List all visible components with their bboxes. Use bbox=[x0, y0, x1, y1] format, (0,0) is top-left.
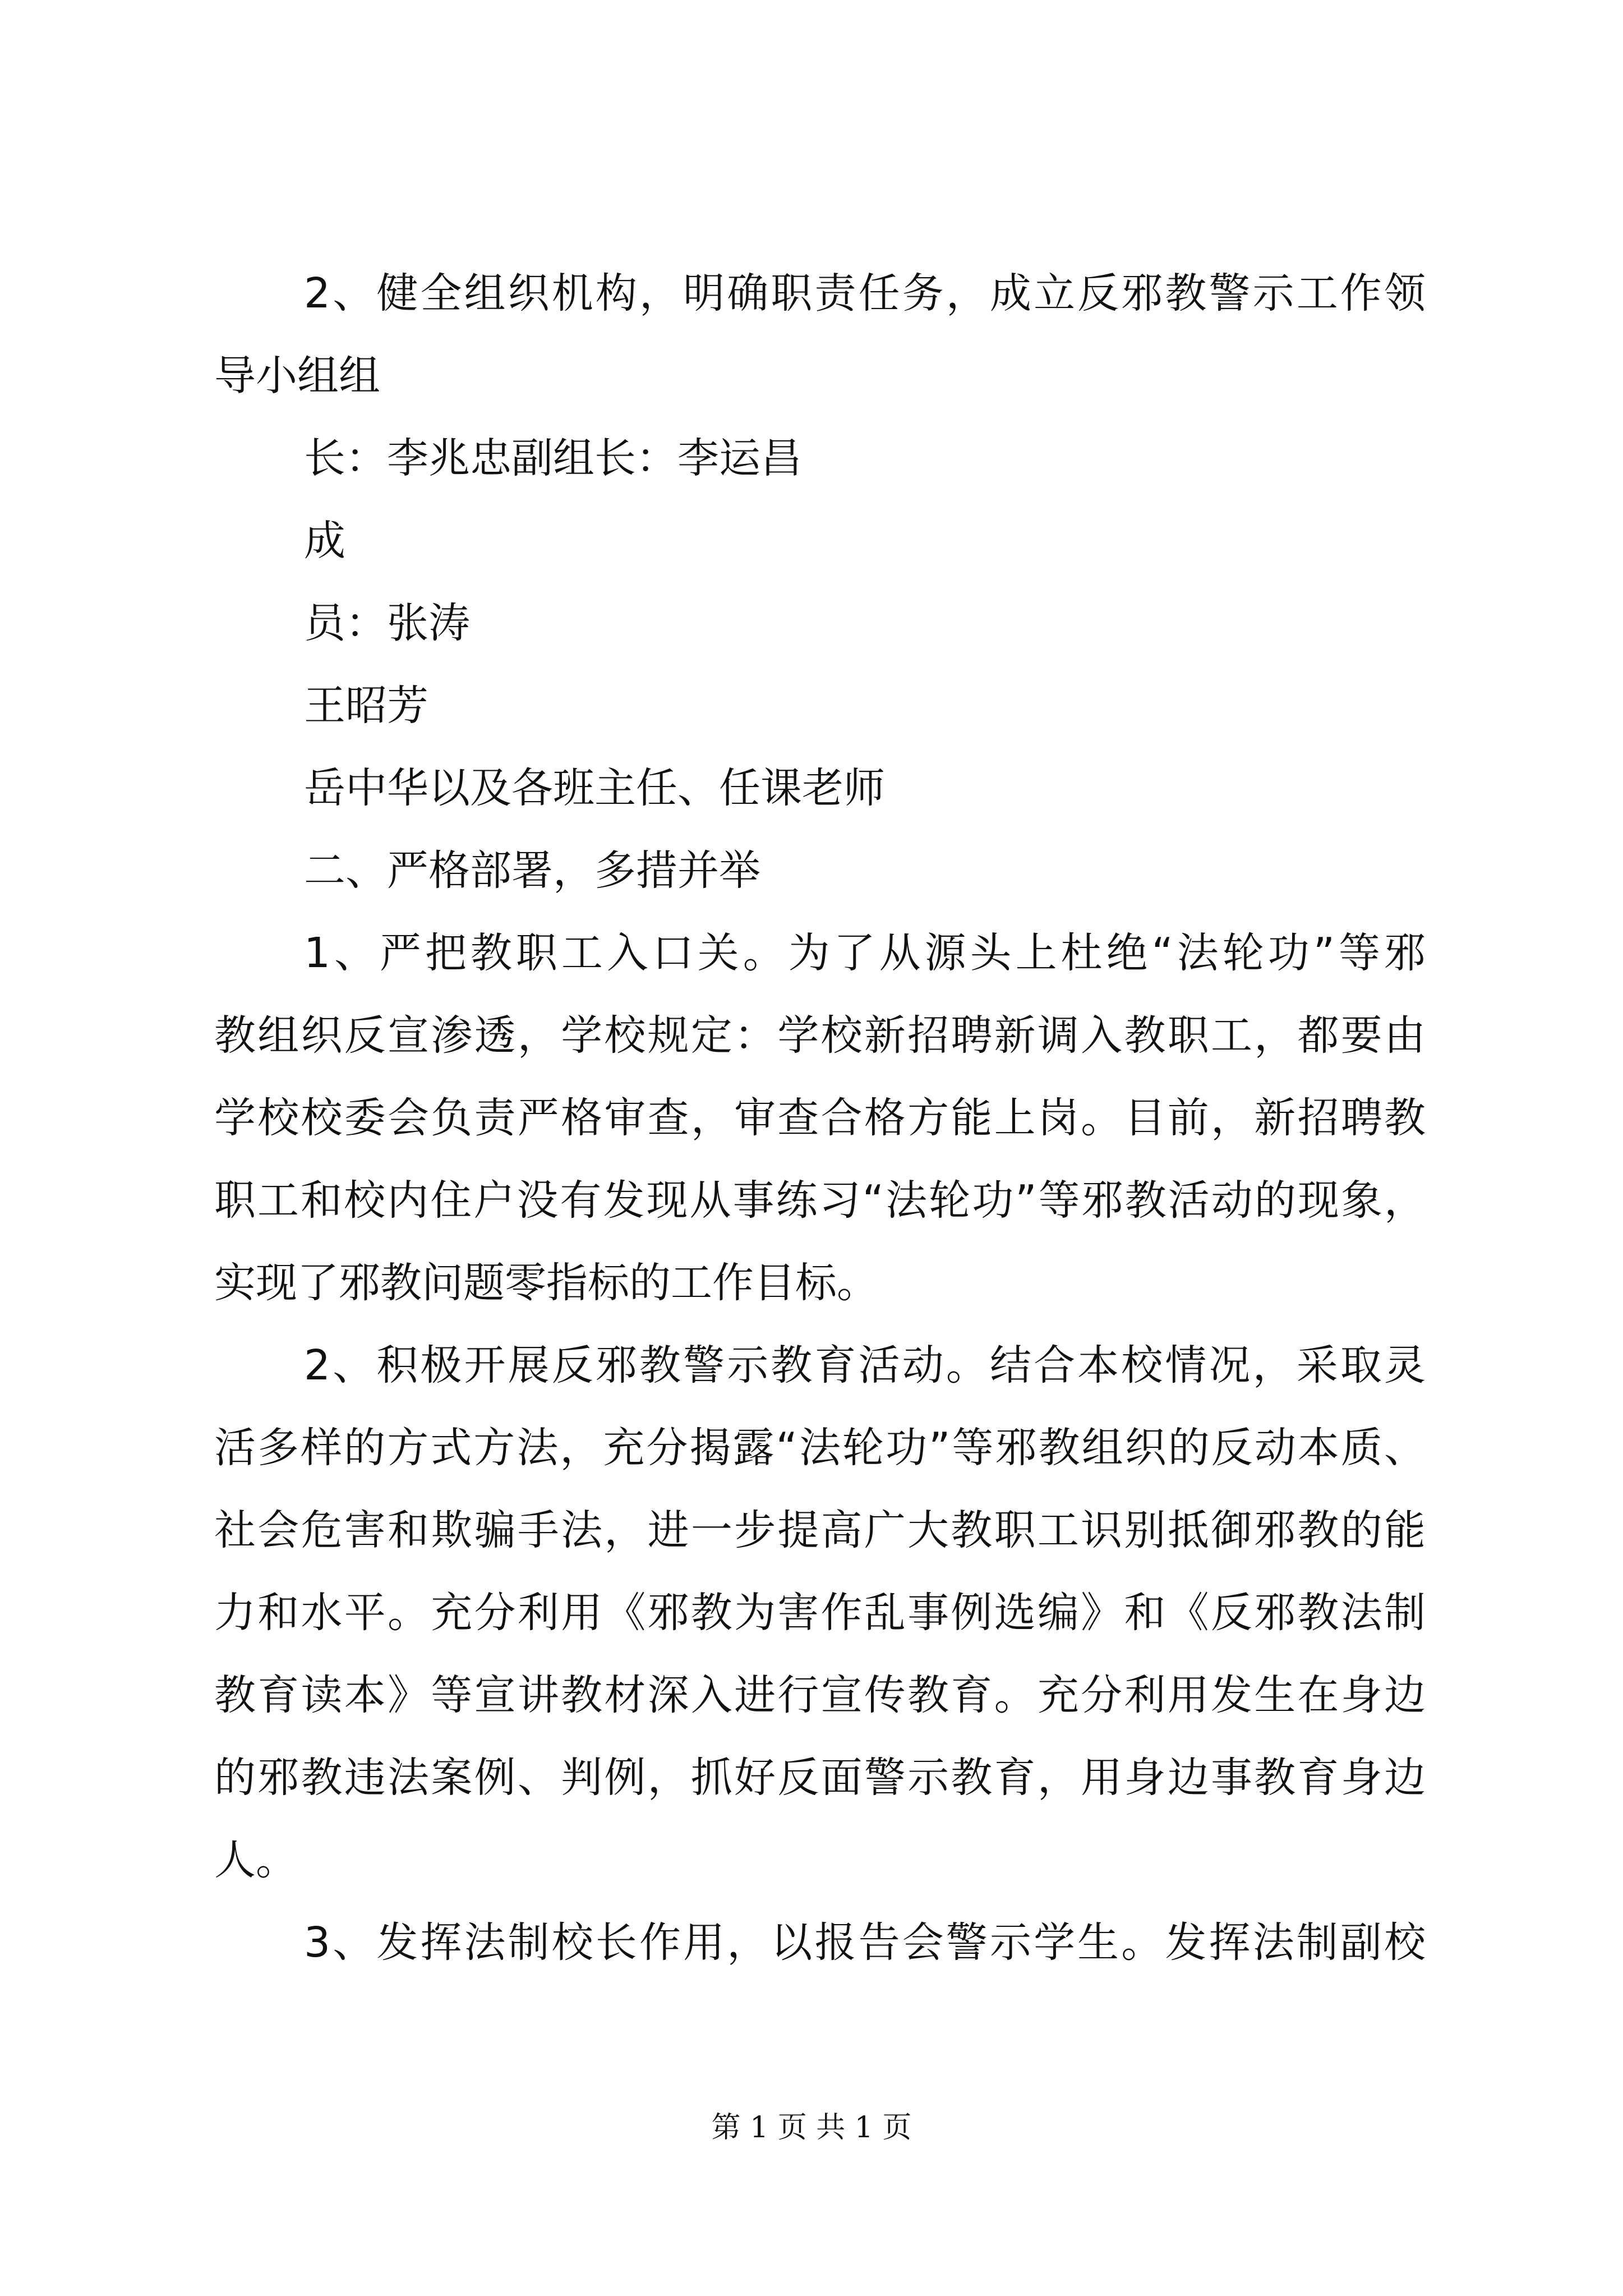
text-line: 长：李兆忠副组长：李运昌 bbox=[304, 434, 802, 482]
text-line: 2、积极开展反邪教警示教育活动。结合本校情况，采取灵 bbox=[304, 1341, 1426, 1389]
text-line: 学校校委会负责严格审查，审查合格方能上岗。目前，新招聘教 bbox=[214, 1094, 1426, 1142]
text-line: 实现了邪教问题零指标的工作目标。 bbox=[214, 1259, 878, 1307]
text-line: 岳中华以及各班主任、任课老师 bbox=[304, 764, 885, 812]
text-line: 成 bbox=[304, 517, 345, 565]
text-line: 1、严把教职工入口关。为了从源头上杜绝“法轮功”等邪 bbox=[304, 929, 1426, 977]
document-body bbox=[214, 252, 1426, 1984]
text-line: 活多样的方式方法，充分揭露“法轮功”等邪教组织的反动本质、 bbox=[214, 1424, 1426, 1472]
text-line: 力和水平。充分利用《邪教为害作乱事例选编》和《反邪教法制 bbox=[214, 1589, 1426, 1637]
page-footer: 第 1 页 共 1 页 bbox=[711, 2111, 912, 2145]
text-line: 的邪教违法案例、判例，抓好反面警示教育，用身边事教育身边 bbox=[214, 1754, 1426, 1802]
text-line: 员：张涛 bbox=[304, 599, 470, 647]
text-line: 教组织反宣渗透，学校规定：学校新招聘新调入教职工，都要由 bbox=[214, 1011, 1426, 1060]
text-line: 人。 bbox=[214, 1836, 297, 1884]
text-line: 二、严格部署，多措并举 bbox=[304, 846, 760, 895]
text-line: 社会危害和欺骗手法，进一步提高广大教职工识别抵御邪教的能 bbox=[214, 1506, 1426, 1554]
text-line: 职工和校内住户没有发现从事练习“法轮功”等邪教活动的现象， bbox=[214, 1176, 1426, 1225]
text-line: 3、发挥法制校长作用，以报告会警示学生。发挥法制副校 bbox=[304, 1918, 1426, 1967]
text-line: 导小组组 bbox=[214, 352, 380, 400]
text-line: 2、健全组织机构，明确职责任务，成立反邪教警示工作领 bbox=[304, 269, 1426, 318]
text-line: 王昭芳 bbox=[304, 682, 428, 730]
text-line: 教育读本》等宣讲教材深入进行宣传教育。充分利用发生在身边 bbox=[214, 1671, 1426, 1719]
